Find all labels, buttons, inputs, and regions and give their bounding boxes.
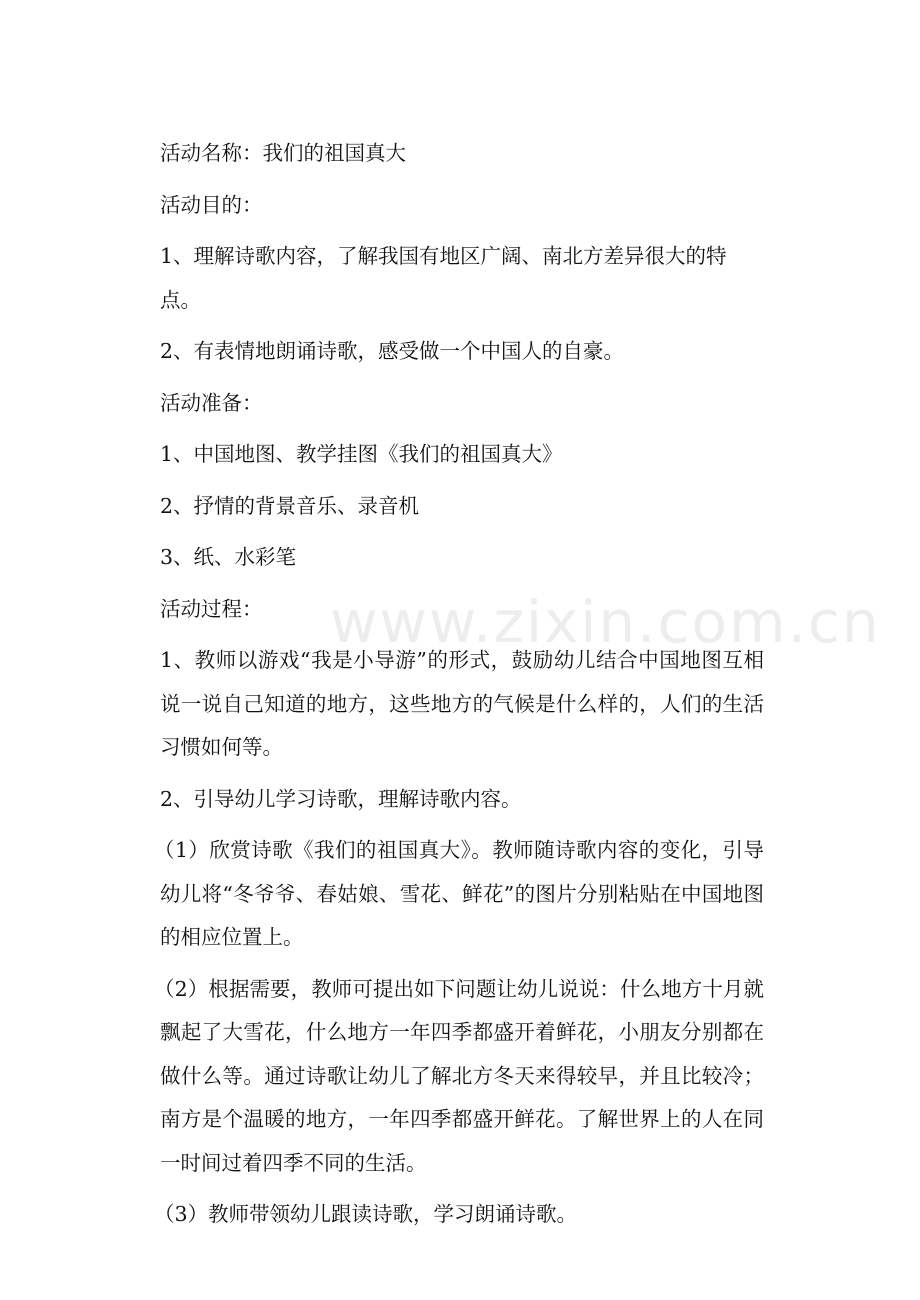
goal-item-1: 1、理解诗歌内容，了解我国有地区广阔、南北方差异很大的特点。 <box>160 244 727 312</box>
process-substep-2: （2）根据需要，教师可提出如下问题让幼儿说说：什么地方十月就飘起了大雪花，什么地方一年四季都盛开着鲜花，小朋友分别都在做什么等。通过诗歌让幼儿了解北方冬天来得较早，并且比较冷；南方是个温暖的地方，一年四季都盛开鲜花。了解世界上的人在同一时间过着四季不同的生活。 <box>154 976 764 1175</box>
goal-item-2: 2、有表情地朗诵诗歌，感受做一个中国人的自豪。 <box>160 339 625 363</box>
activity-name-line: 活动名称：我们的祖国真大 <box>160 141 406 165</box>
preparation-item-3: 3、纸、水彩笔 <box>160 545 297 569</box>
process-step-1: 1、教师以游戏“我是小导游”的形式，鼓励幼儿结合中国地图互相说一说自己知道的地方，这些地方的气候是什么样的，人们的生活习惯如何等。 <box>160 648 764 759</box>
section-heading-preparation: 活动准备： <box>160 390 263 415</box>
section-heading-process: 活动过程： <box>160 596 263 621</box>
process-step-2: 2、引导幼儿学习诗歌，理解诗歌内容。 <box>160 786 522 811</box>
section-heading-goals: 活动目的： <box>160 192 263 217</box>
watermark: www.zixin.com.cn <box>330 588 881 656</box>
process-substep-1: （1）欣赏诗歌《我们的祖国真大》。教师随诗歌内容的变化，引导幼儿将“冬爷爷、春姑娘、雪花、鲜花”的图片分别粘贴在中国地图的相应位置上。 <box>154 838 764 949</box>
preparation-item-1: 1、中国地图、教学挂图《我们的祖国真大》 <box>160 442 563 466</box>
process-substep-3: （3）教师带领幼儿跟读诗歌，学习朗诵诗歌。 <box>154 1202 578 1226</box>
document-body <box>154 132 764 1245</box>
preparation-item-2: 2、抒情的背景音乐、录音机 <box>160 493 420 518</box>
